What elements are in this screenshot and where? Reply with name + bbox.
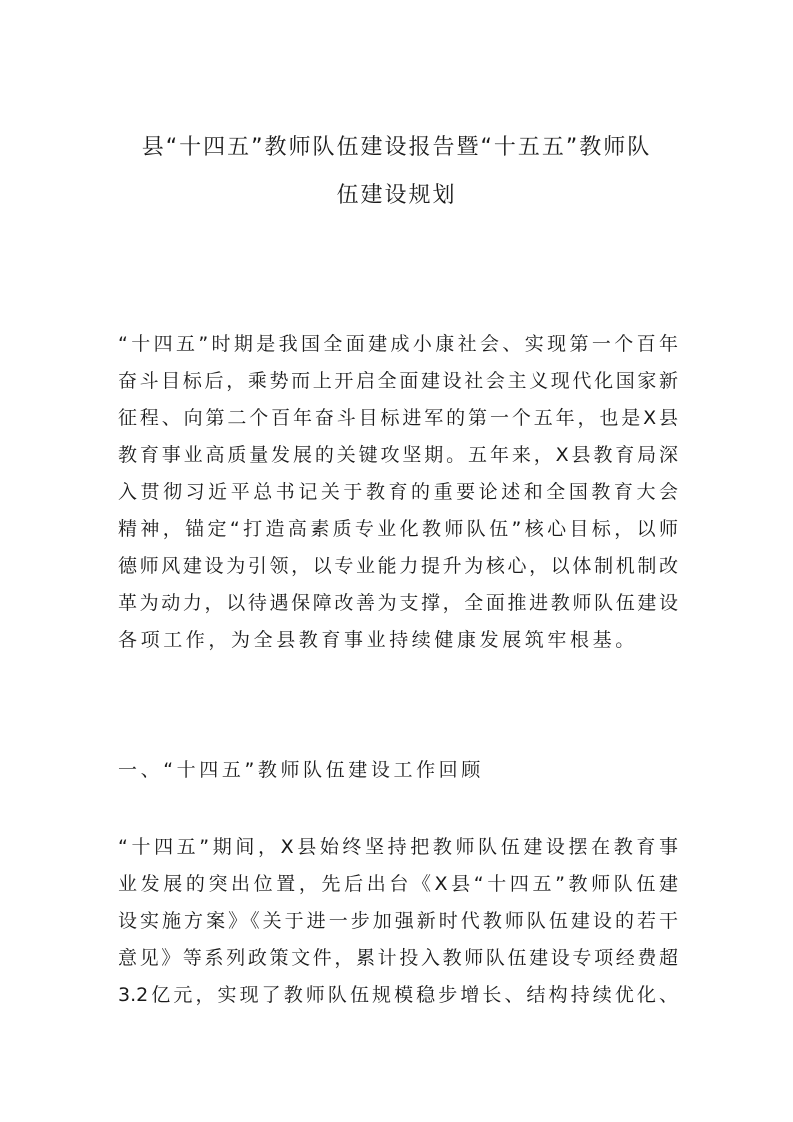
text-line: 各项工作，为全县教育事业持续健康发展筑牢根基。 [118,629,638,651]
text-line: 征程、向第二个百年奋斗目标进军的第一个五年，也是X县 [118,407,678,429]
section-heading: 一、“十四五”教师队伍建设工作回顾 [118,759,484,781]
title-line-2: 伍建设规划 [336,183,457,208]
text-line: “十四五”时期是我国全面建成小康社会、实现第一个百年 [118,333,678,355]
text-line: 德师风建设为引领，以专业能力提升为核心，以体制机制改 [118,555,678,577]
text-line: 业发展的突出位置，先后出台《X县“十四五”教师队伍建 [118,873,678,895]
title-line-1: 县“十四五”教师队伍建设报告暨“十五五”教师队 [141,135,652,160]
text-line: 设实施方案》《关于进一步加强新时代教师队伍建设的若干 [118,910,678,932]
text-line: 奋斗目标后，乘势而上开启全面建设社会主义现代化国家新 [118,370,678,392]
text-line: 意见》等系列政策文件，累计投入教师队伍建设专项经费超 [118,947,678,969]
text-line: 精神，锚定“打造高素质专业化教师队伍”核心目标，以师 [118,518,678,540]
text-line: “十四五”期间，X县始终坚持把教师队伍建设摆在教育事 [118,836,678,858]
text-line: 入贯彻习近平总书记关于教育的重要论述和全国教育大会 [118,481,678,503]
text-line: 革为动力，以待遇保障改善为支撑，全面推进教师队伍建设 [118,592,678,614]
text-line: 3.2亿元，实现了教师队伍规模稳步增长、结构持续优化、 [118,984,678,1006]
text-line: 教育事业高质量发展的关键攻坚期。五年来，X县教育局深 [118,444,678,466]
